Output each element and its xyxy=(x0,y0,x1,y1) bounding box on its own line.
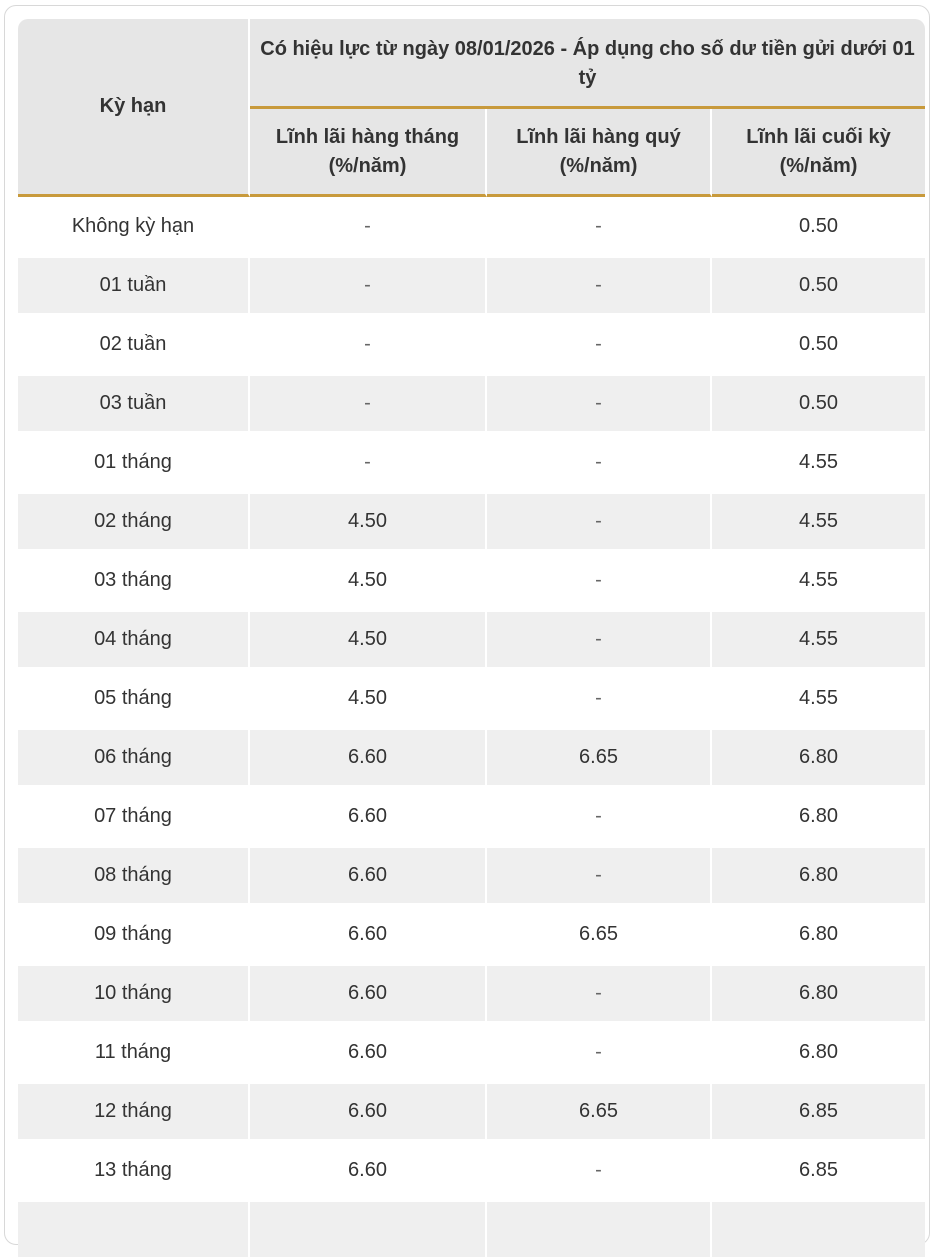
quarterly-rate-cell: - xyxy=(487,787,712,846)
term-column-header: Kỳ hạn xyxy=(18,19,250,197)
end-of-term-header: Lĩnh lãi cuối kỳ (%/năm) xyxy=(712,109,925,197)
end-of-term-rate-cell: 6.80 xyxy=(712,964,925,1023)
quarterly-rate-cell: - xyxy=(487,964,712,1023)
quarterly-rate-cell: 6.65 xyxy=(487,1082,712,1141)
term-cell: 05 tháng xyxy=(18,669,250,728)
table-row xyxy=(18,492,925,551)
quarterly-rate-cell: 6.65 xyxy=(487,728,712,787)
monthly-rate-cell: - xyxy=(250,197,487,256)
quarterly-interest-header: Lĩnh lãi hàng quý (%/năm) xyxy=(487,109,712,197)
end-of-term-rate-cell: 4.55 xyxy=(712,669,925,728)
table-header xyxy=(18,19,925,197)
quarterly-rate-cell: - xyxy=(487,374,712,433)
monthly-rate-cell: 6.60 xyxy=(250,905,487,964)
term-cell xyxy=(18,1200,250,1259)
term-cell: 09 tháng xyxy=(18,905,250,964)
monthly-rate-cell: 6.60 xyxy=(250,846,487,905)
end-of-term-rate-cell: 6.85 xyxy=(712,1082,925,1141)
table-row xyxy=(18,256,925,315)
monthly-rate-cell: - xyxy=(250,374,487,433)
monthly-rate-cell: 6.60 xyxy=(250,1082,487,1141)
monthly-rate-cell: - xyxy=(250,256,487,315)
quarterly-rate-cell: - xyxy=(487,492,712,551)
term-cell: 01 tuần xyxy=(18,256,250,315)
quarterly-rate-cell: - xyxy=(487,315,712,374)
end-of-term-rate-cell xyxy=(712,1200,925,1259)
table-row xyxy=(18,728,925,787)
end-of-term-rate-cell: 6.80 xyxy=(712,728,925,787)
end-of-term-rate-cell: 6.80 xyxy=(712,1023,925,1082)
end-of-term-rate-cell: 4.55 xyxy=(712,492,925,551)
quarterly-rate-cell: - xyxy=(487,1023,712,1082)
quarterly-rate-cell: - xyxy=(487,846,712,905)
term-cell: Không kỳ hạn xyxy=(18,197,250,256)
monthly-rate-cell: 6.60 xyxy=(250,1023,487,1082)
term-cell: 13 tháng xyxy=(18,1141,250,1200)
end-of-term-rate-cell: 6.80 xyxy=(712,846,925,905)
effective-date-header: Có hiệu lực từ ngày 08/01/2026 - Áp dụng cho số dư tiền gửi dưới 01 tỷ xyxy=(250,19,925,109)
term-cell: 12 tháng xyxy=(18,1082,250,1141)
end-of-term-rate-cell: 6.80 xyxy=(712,787,925,846)
term-cell: 01 tháng xyxy=(18,433,250,492)
table-row xyxy=(18,1200,925,1259)
table-row xyxy=(18,787,925,846)
end-of-term-rate-cell: 6.80 xyxy=(712,905,925,964)
term-cell: 11 tháng xyxy=(18,1023,250,1082)
table-row xyxy=(18,315,925,374)
end-of-term-rate-cell: 0.50 xyxy=(712,256,925,315)
monthly-rate-cell: 6.60 xyxy=(250,787,487,846)
term-cell: 06 tháng xyxy=(18,728,250,787)
term-cell: 04 tháng xyxy=(18,610,250,669)
quarterly-rate-cell: - xyxy=(487,433,712,492)
table-row xyxy=(18,551,925,610)
monthly-rate-cell: 4.50 xyxy=(250,610,487,669)
table-row xyxy=(18,197,925,256)
table-row xyxy=(18,1082,925,1141)
monthly-rate-cell: 6.60 xyxy=(250,728,487,787)
term-cell: 10 tháng xyxy=(18,964,250,1023)
monthly-rate-cell: - xyxy=(250,315,487,374)
monthly-rate-cell: 4.50 xyxy=(250,669,487,728)
table-row xyxy=(18,433,925,492)
monthly-interest-header: Lĩnh lãi hàng tháng (%/năm) xyxy=(250,109,487,197)
table-row xyxy=(18,374,925,433)
monthly-rate-cell: 6.60 xyxy=(250,1141,487,1200)
monthly-rate-cell: - xyxy=(250,433,487,492)
end-of-term-rate-cell: 4.55 xyxy=(712,610,925,669)
monthly-rate-cell xyxy=(250,1200,487,1259)
rate-table-card xyxy=(4,5,930,1245)
term-cell: 03 tuần xyxy=(18,374,250,433)
end-of-term-rate-cell: 4.55 xyxy=(712,551,925,610)
quarterly-rate-cell: - xyxy=(487,256,712,315)
table-row xyxy=(18,669,925,728)
end-of-term-rate-cell: 4.55 xyxy=(712,433,925,492)
quarterly-rate-cell: - xyxy=(487,551,712,610)
quarterly-rate-cell: - xyxy=(487,610,712,669)
table-row xyxy=(18,1023,925,1082)
term-cell: 02 tháng xyxy=(18,492,250,551)
end-of-term-rate-cell: 0.50 xyxy=(712,374,925,433)
interest-rate-table xyxy=(18,19,925,1259)
quarterly-rate-cell: - xyxy=(487,669,712,728)
table-row xyxy=(18,846,925,905)
end-of-term-rate-cell: 6.85 xyxy=(712,1141,925,1200)
table-body xyxy=(18,197,925,1259)
term-cell: 02 tuần xyxy=(18,315,250,374)
quarterly-rate-cell xyxy=(487,1200,712,1259)
term-cell: 08 tháng xyxy=(18,846,250,905)
monthly-rate-cell: 4.50 xyxy=(250,492,487,551)
table-row xyxy=(18,905,925,964)
end-of-term-rate-cell: 0.50 xyxy=(712,197,925,256)
quarterly-rate-cell: - xyxy=(487,197,712,256)
end-of-term-rate-cell: 0.50 xyxy=(712,315,925,374)
table-row xyxy=(18,1141,925,1200)
table-row xyxy=(18,964,925,1023)
quarterly-rate-cell: - xyxy=(487,1141,712,1200)
quarterly-rate-cell: 6.65 xyxy=(487,905,712,964)
term-cell: 07 tháng xyxy=(18,787,250,846)
table-row xyxy=(18,610,925,669)
monthly-rate-cell: 4.50 xyxy=(250,551,487,610)
term-cell: 03 tháng xyxy=(18,551,250,610)
monthly-rate-cell: 6.60 xyxy=(250,964,487,1023)
